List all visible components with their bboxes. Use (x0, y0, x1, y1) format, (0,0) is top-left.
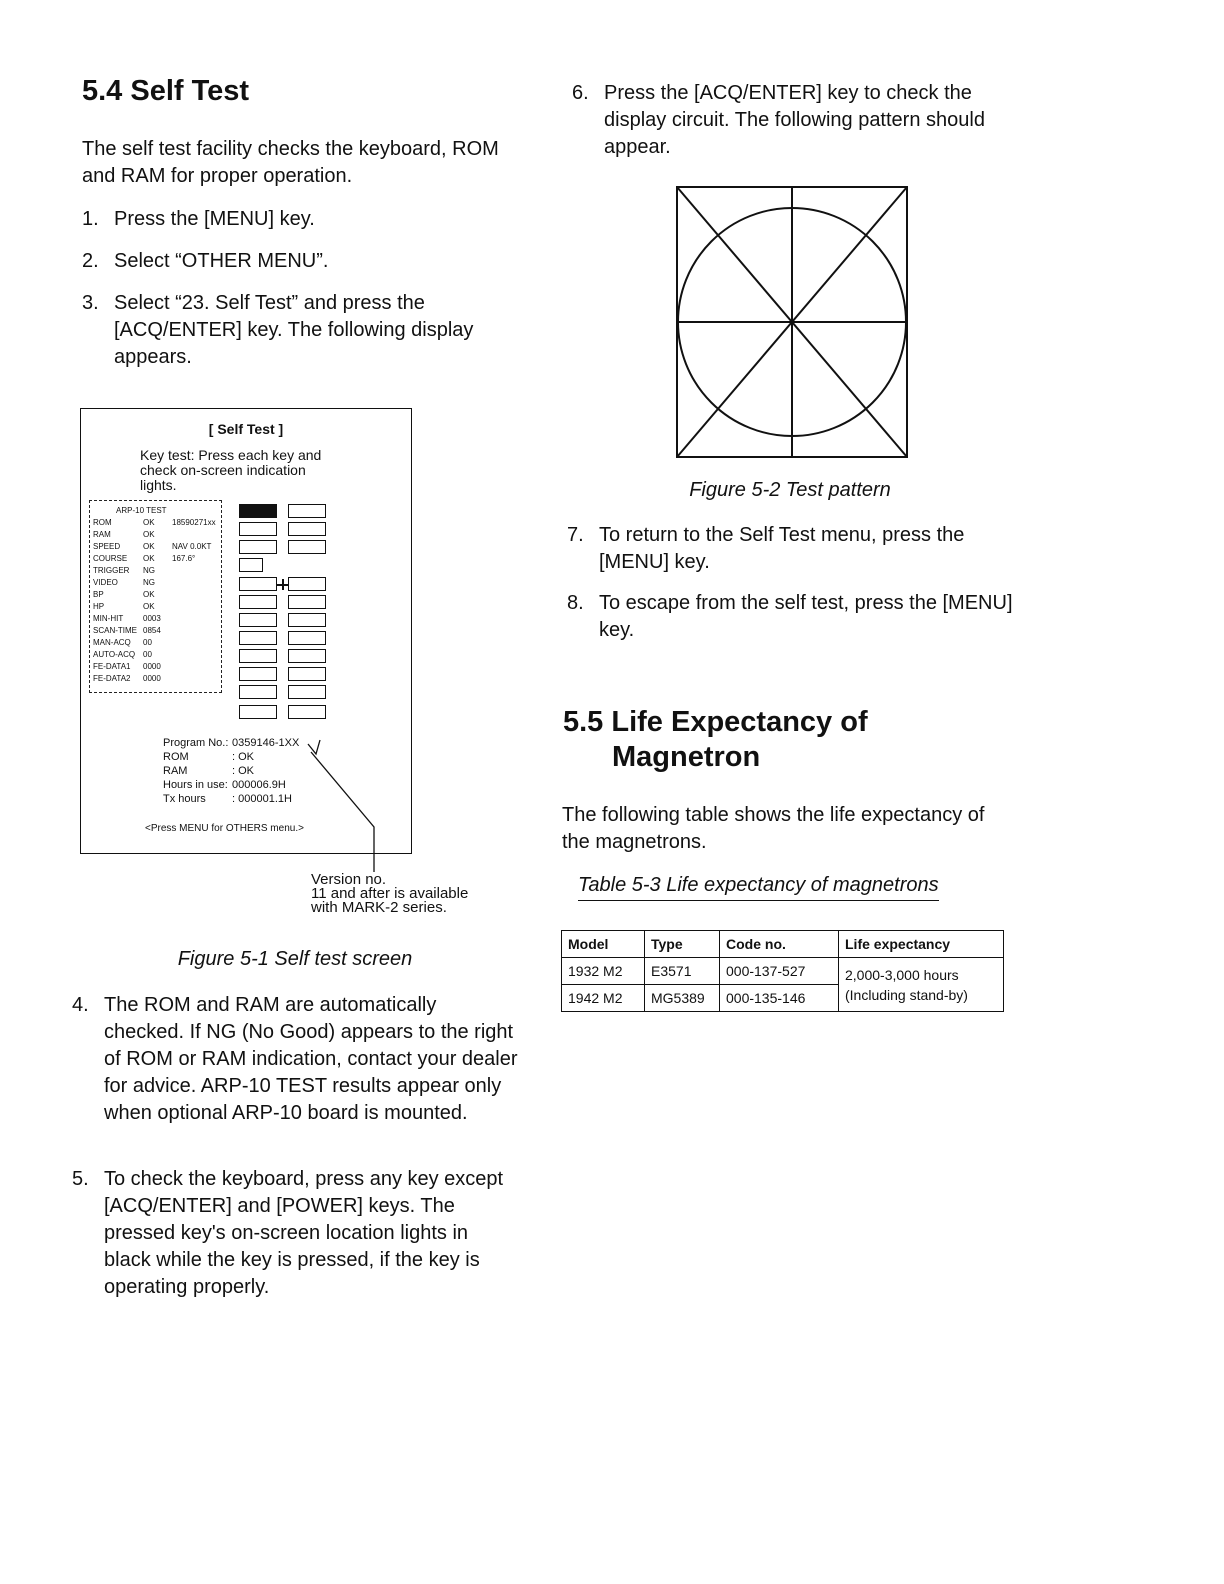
arp-value: 0000 (143, 662, 161, 671)
key-test-line: lights. (140, 477, 177, 493)
arp-label: BP (93, 590, 104, 599)
arp-value: OK (143, 590, 155, 599)
life-expectancy-table (561, 930, 1004, 1012)
list-text: Press the [MENU] key. (114, 208, 315, 230)
program-label: RAM (163, 765, 188, 777)
list-number: 7. (567, 524, 584, 546)
list-text: To escape from the self test, press the [MENU] key. (599, 592, 1013, 641)
arp-label: MIN-HIT (93, 614, 124, 623)
table-cell: MG5389 (645, 985, 720, 1012)
arp-label: SPEED (93, 542, 121, 551)
arp-value: OK (143, 518, 155, 527)
screen-footer: <Press MENU for OTHERS menu.> (145, 823, 304, 834)
arp-value: OK (143, 602, 155, 611)
arp-value: NG (143, 578, 155, 587)
arp-value: OK (143, 542, 155, 551)
leader-arrow (308, 740, 320, 754)
program-value: : OK (232, 751, 255, 763)
arp-label: HP (93, 602, 105, 611)
life-expectancy-intro: The following table shows the life expectancy of the magnetrons. (562, 804, 985, 853)
version-note-line: Version no. (311, 871, 387, 888)
list-text: Press the [ACQ/ENTER] key to check the display circuit. The following pattern should appear. (604, 82, 985, 158)
arp-label: ROM (93, 518, 112, 527)
key-test-line: check on-screen indication (140, 462, 306, 478)
arp-label: MAN-ACQ (93, 638, 131, 647)
arp-label: COURSE (93, 554, 128, 563)
table-cell: 000-135-146 (720, 985, 839, 1012)
table-5-3-caption: Table 5-3 Life expectancy of magnetrons (578, 874, 939, 901)
arp-label: AUTO-ACQ (93, 650, 136, 659)
table-cell: 1942 M2 (562, 985, 645, 1012)
table-header: Code no. (720, 931, 839, 958)
table-row (562, 958, 1004, 985)
list-number: 3. (82, 292, 99, 314)
arp-value: OK (143, 530, 155, 539)
arp-label: TRIGGER (93, 566, 130, 575)
list-number: 2. (82, 250, 99, 272)
section-title-self-test: 5.4 Self Test (82, 75, 250, 107)
arp-extra: NAV 0.0KT (172, 542, 212, 551)
table-header: Life expectancy (839, 931, 1004, 958)
arp-value: 0003 (143, 614, 161, 623)
version-note-line: 11 and after is available (311, 885, 469, 902)
figure-5-1-caption: Figure 5-1 Self test screen (177, 948, 413, 970)
program-label: Program No.: (163, 737, 229, 749)
table-cell-life-expectancy: 2,000-3,000 hours (Including stand-by) (839, 958, 1004, 1012)
arp-extra: 18590271xx (172, 518, 216, 527)
list-number: 4. (72, 994, 89, 1016)
list-text: The ROM and RAM are automatically checked. If NG (No Good) appears to the right of ROM or RAM indication, contact your dealer for advice. ARP-10 TEST results appear only when optional ARP-10 board is mounted. (104, 994, 518, 1124)
arp-header: ARP-10 TEST (116, 506, 167, 515)
arp-label: FE-DATA1 (93, 662, 131, 671)
program-value: 000006.9H (232, 779, 286, 791)
leader-line (311, 752, 374, 872)
list-text: To return to the Self Test menu, press the [MENU] key. (599, 524, 965, 573)
arp-value: NG (143, 566, 155, 575)
test-pattern-figure (676, 186, 910, 460)
list-text: Select “OTHER MENU”. (114, 250, 329, 272)
list-number: 6. (572, 82, 589, 104)
table-cell: 1932 M2 (562, 958, 645, 985)
arp-label: RAM (93, 530, 111, 539)
list-number: 8. (567, 592, 584, 614)
program-value: 0359146-1XX (232, 737, 300, 749)
arp-value: 0854 (143, 626, 161, 635)
arp-label: VIDEO (93, 578, 118, 587)
key-test-line: Key test: Press each key and (140, 447, 322, 463)
arp-label: SCAN-TIME (93, 626, 137, 635)
section-title-life-expectancy: 5.5 Life Expectancy of (563, 706, 868, 738)
arp-value: 00 (143, 638, 152, 647)
program-value: : OK (232, 765, 255, 777)
table-header-row (562, 931, 1004, 958)
table-cell: E3571 (645, 958, 720, 985)
section-title-life-expectancy-line2: Magnetron (612, 741, 761, 773)
program-label: Hours in use: (163, 779, 228, 791)
list-number: 1. (82, 208, 99, 230)
arp-value: 0000 (143, 674, 161, 683)
table-header: Type (645, 931, 720, 958)
program-label: Tx hours (163, 793, 206, 805)
list-number: 5. (72, 1168, 89, 1190)
list-text: Select “23. Self Test” and press the [ACQ/ENTER] key. The following display appears. (114, 292, 474, 368)
version-note-line: with MARK-2 series. (311, 899, 447, 916)
arp-label: FE-DATA2 (93, 674, 131, 683)
program-value: : 000001.1H (232, 793, 292, 805)
table-header: Model (562, 931, 645, 958)
list-text: To check the keyboard, press any key except [ACQ/ENTER] and [POWER] keys. The pressed key's on-screen location lights in black while the key is pressed, if the key is operating properly. (104, 1168, 504, 1298)
table-cell: 000-137-527 (720, 958, 839, 985)
figure-5-2-caption: Figure 5-2 Test pattern (689, 479, 891, 501)
self-test-intro: The self test facility checks the keyboard, ROM and RAM for proper operation. (82, 138, 499, 187)
arp-value: 00 (143, 650, 152, 659)
arp-extra: 167.6° (172, 554, 196, 563)
screen-title: [ Self Test ] (208, 421, 284, 437)
program-label: ROM (163, 751, 189, 763)
arp-value: OK (143, 554, 155, 563)
